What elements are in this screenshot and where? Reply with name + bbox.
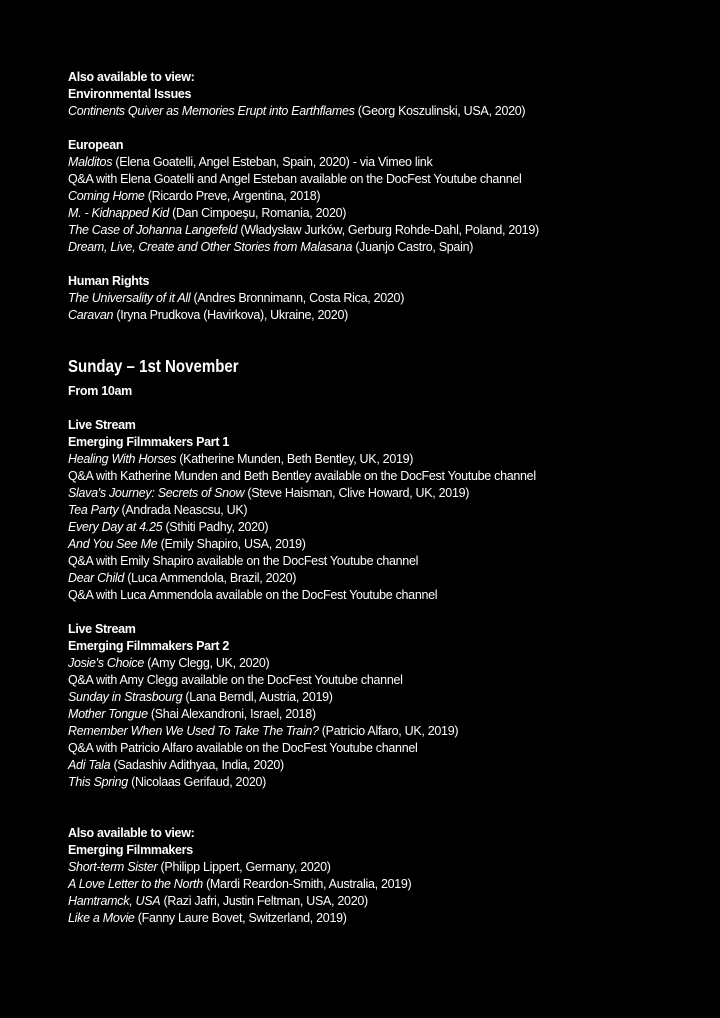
film-detail: (Patricio Alfaro, UK, 2019) — [318, 724, 459, 738]
film-title: Like a Movie — [68, 911, 135, 925]
film-title: And You See Me — [68, 537, 158, 551]
film-detail: (Dan Cimpoeşu, Romania, 2020) — [168, 206, 347, 220]
film-title: Mother Tongue — [68, 707, 148, 721]
film-title: Dream, Live, Create and Other Stories from Malasana — [68, 240, 353, 254]
live-stream-label: Live Stream — [68, 418, 136, 432]
film-detail: (Razi Jafri, Justin Feltman, USA, 2020) — [160, 894, 368, 908]
film-detail: (Sadashiv Adithyaa, India, 2020) — [110, 758, 284, 772]
film-title: Hamtramck, USA — [68, 894, 161, 908]
film-title: Caravan — [68, 308, 114, 322]
film-entry — [68, 723, 708, 740]
also-available-label: Also available to view: — [68, 70, 195, 84]
film-entry — [68, 485, 708, 502]
film-title: Short-term Sister — [68, 860, 158, 874]
film-entry — [68, 587, 708, 604]
film-title: Every Day at 4.25 — [68, 520, 163, 534]
film-detail: Q&A with Emily Shapiro available on the DocFest Youtube channel — [68, 554, 419, 568]
film-title: Sunday in Strasbourg — [68, 690, 183, 704]
film-detail: (Ricardo Preve, Argentina, 2018) — [144, 189, 321, 203]
film-detail: (Steve Haisman, Clive Howard, UK, 2019) — [244, 486, 470, 500]
film-detail: Q&A with Katherine Munden and Beth Bentley available on the DocFest Youtube channel — [68, 469, 536, 483]
film-entry — [68, 154, 708, 171]
film-entry — [68, 290, 708, 307]
film-entry — [68, 672, 708, 689]
film-detail: (Władysław Jurków, Gerburg Rohde-Dahl, Poland, 2019) — [237, 223, 539, 237]
film-detail: Q&A with Elena Goatelli and Angel Esteban available on the DocFest Youtube channel — [68, 172, 522, 186]
film-title: Continents Quiver as Memories Erupt into Earthflames — [68, 104, 355, 118]
film-title: A Love Letter to the North — [68, 877, 203, 891]
film-detail: (Nicolaas Gerifaud, 2020) — [127, 775, 267, 789]
also-available-label: Also available to view: — [68, 826, 195, 840]
film-entry — [68, 876, 708, 893]
film-entry — [68, 468, 708, 485]
live-stream-label: Live Stream — [68, 622, 136, 636]
film-detail: (Georg Koszulinski, USA, 2020) — [354, 104, 526, 118]
film-detail: (Iryna Prudkova (Havirkova), Ukraine, 2020) — [113, 308, 348, 322]
film-entry — [68, 502, 708, 519]
film-detail: (Philipp Lippert, Germany, 2020) — [157, 860, 331, 874]
film-title: Malditos — [68, 155, 113, 169]
film-entry — [68, 570, 708, 587]
section-heading: Environmental Issues — [68, 87, 192, 101]
film-title: The Case of Johanna Langefeld — [68, 223, 238, 237]
film-detail: Q&A with Patricio Alfaro available on the DocFest Youtube channel — [68, 741, 418, 755]
film-entry — [68, 655, 708, 672]
film-detail: (Mardi Reardon-Smith, Australia, 2019) — [202, 877, 412, 891]
film-detail: (Amy Clegg, UK, 2020) — [144, 656, 270, 670]
film-title: Coming Home — [68, 189, 145, 203]
film-detail: (Andres Bronnimann, Costa Rica, 2020) — [190, 291, 405, 305]
film-entry — [68, 740, 708, 757]
film-detail: (Andrada Neascsu, UK) — [118, 503, 248, 517]
film-entry — [68, 188, 708, 205]
section-heading: Emerging Filmmakers Part 2 — [68, 639, 230, 653]
section-heading: European — [68, 138, 124, 152]
film-title: This Spring — [68, 775, 128, 789]
film-title: Tea Party — [68, 503, 119, 517]
film-detail: (Katherine Munden, Beth Bentley, UK, 2019) — [176, 452, 414, 466]
film-entry — [68, 553, 708, 570]
film-detail: (Fanny Laure Bovet, Switzerland, 2019) — [134, 911, 347, 925]
film-entry — [68, 910, 708, 927]
film-entry — [68, 307, 708, 324]
film-entry — [68, 519, 708, 536]
day-heading: Sunday – 1st November — [68, 356, 239, 376]
film-entry — [68, 706, 708, 723]
film-entry — [68, 893, 708, 910]
film-entry — [68, 171, 708, 188]
film-detail: (Juanjo Castro, Spain) — [352, 240, 474, 254]
film-entry — [68, 205, 708, 222]
film-entry — [68, 239, 708, 256]
section-heading: Human Rights — [68, 274, 150, 288]
film-entry — [68, 689, 708, 706]
programme-document — [68, 69, 708, 927]
film-entry — [68, 859, 708, 876]
film-entry — [68, 451, 708, 468]
film-title: Slava's Journey: Secrets of Snow — [68, 486, 245, 500]
film-title: Josie's Choice — [68, 656, 145, 670]
film-entry — [68, 757, 708, 774]
film-entry — [68, 103, 708, 120]
film-title: Dear Child — [68, 571, 125, 585]
film-title: M. - Kidnapped Kid — [68, 206, 169, 220]
film-entry — [68, 774, 708, 791]
film-detail: (Shai Alexandroni, Israel, 2018) — [147, 707, 316, 721]
film-detail: (Lana Berndl, Austria, 2019) — [182, 690, 333, 704]
film-title: Healing With Horses — [68, 452, 177, 466]
film-detail: (Elena Goatelli, Angel Esteban, Spain, 2020) - via Vimeo link — [112, 155, 433, 169]
film-title: Remember When We Used To Take The Train? — [68, 724, 319, 738]
film-detail: (Emily Shapiro, USA, 2019) — [157, 537, 306, 551]
film-title: The Universality of it All — [68, 291, 191, 305]
film-entry — [68, 536, 708, 553]
section-heading: Emerging Filmmakers — [68, 843, 193, 857]
film-detail: (Sthiti Padhy, 2020) — [162, 520, 269, 534]
start-time: From 10am — [68, 384, 132, 398]
film-title: Adi Tala — [68, 758, 111, 772]
section-heading: Emerging Filmmakers Part 1 — [68, 435, 230, 449]
film-detail: Q&A with Amy Clegg available on the DocFest Youtube channel — [68, 673, 403, 687]
film-entry — [68, 222, 708, 239]
film-detail: (Luca Ammendola, Brazil, 2020) — [124, 571, 297, 585]
film-detail: Q&A with Luca Ammendola available on the DocFest Youtube channel — [68, 588, 438, 602]
